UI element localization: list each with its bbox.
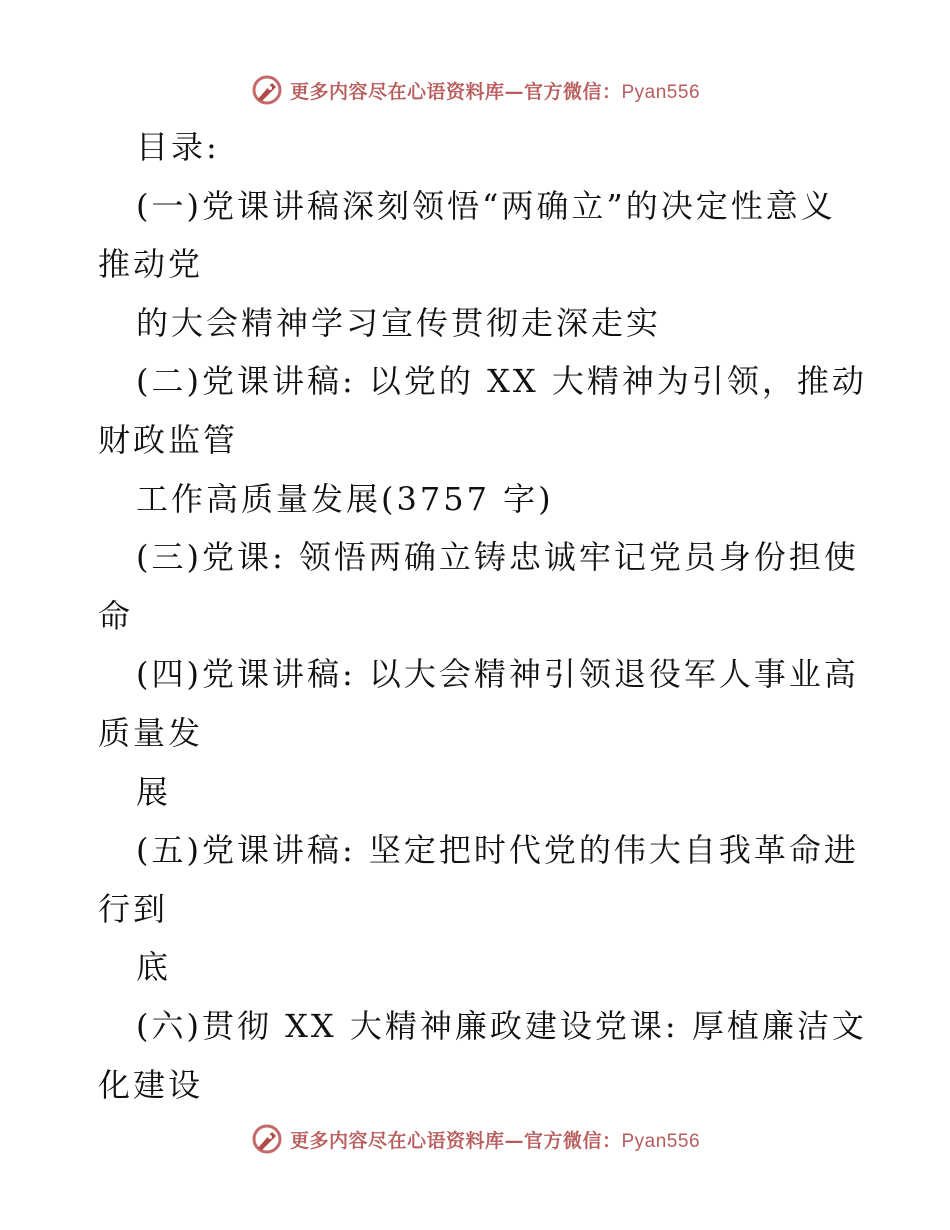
toc-line: 的大会精神学习宣传贯彻走深走实	[136, 303, 662, 342]
toc-line: 化建设	[98, 1065, 204, 1104]
table-of-contents	[98, 118, 867, 1114]
toc-line: 财政监管	[98, 420, 239, 459]
toc-line: 底	[136, 948, 172, 987]
toc-line: 命	[98, 596, 134, 635]
toc-line: 质量发	[98, 713, 204, 752]
toc-line: (一)党课讲稿深刻领悟“两确立”的决定性意义	[136, 186, 836, 225]
header-watermark	[0, 70, 950, 110]
toc-line: (五)党课讲稿: 坚定把时代党的伟大自我革命进	[136, 831, 859, 870]
toc-line: 推动党	[98, 245, 204, 284]
toc-line: (六)贯彻 XX 大精神廉政建设党课: 厚植廉洁文	[136, 1006, 867, 1045]
pen-nib-circle-icon	[250, 73, 284, 107]
footer-watermark	[0, 1119, 950, 1159]
watermark-text: 更多内容尽在心语资料库—官方微信：Pyan556	[289, 1129, 701, 1152]
toc-line: 展	[136, 772, 172, 811]
toc-line: (四)党课讲稿: 以大会精神引领退役军人事业高	[136, 655, 859, 694]
toc-line: (二)党课讲稿: 以党的 XX 大精神为引领，推动	[136, 362, 867, 401]
toc-line: (三)党课: 领悟两确立铸忠诚牢记党员身份担使	[136, 538, 859, 577]
watermark-text: 更多内容尽在心语资料库—官方微信：Pyan556	[289, 80, 701, 103]
pen-nib-circle-icon	[250, 1122, 284, 1156]
toc-heading: 目录:	[136, 128, 220, 166]
toc-line: 工作高质量发展(3757 字)	[136, 479, 554, 518]
toc-line: 行到	[98, 889, 169, 928]
